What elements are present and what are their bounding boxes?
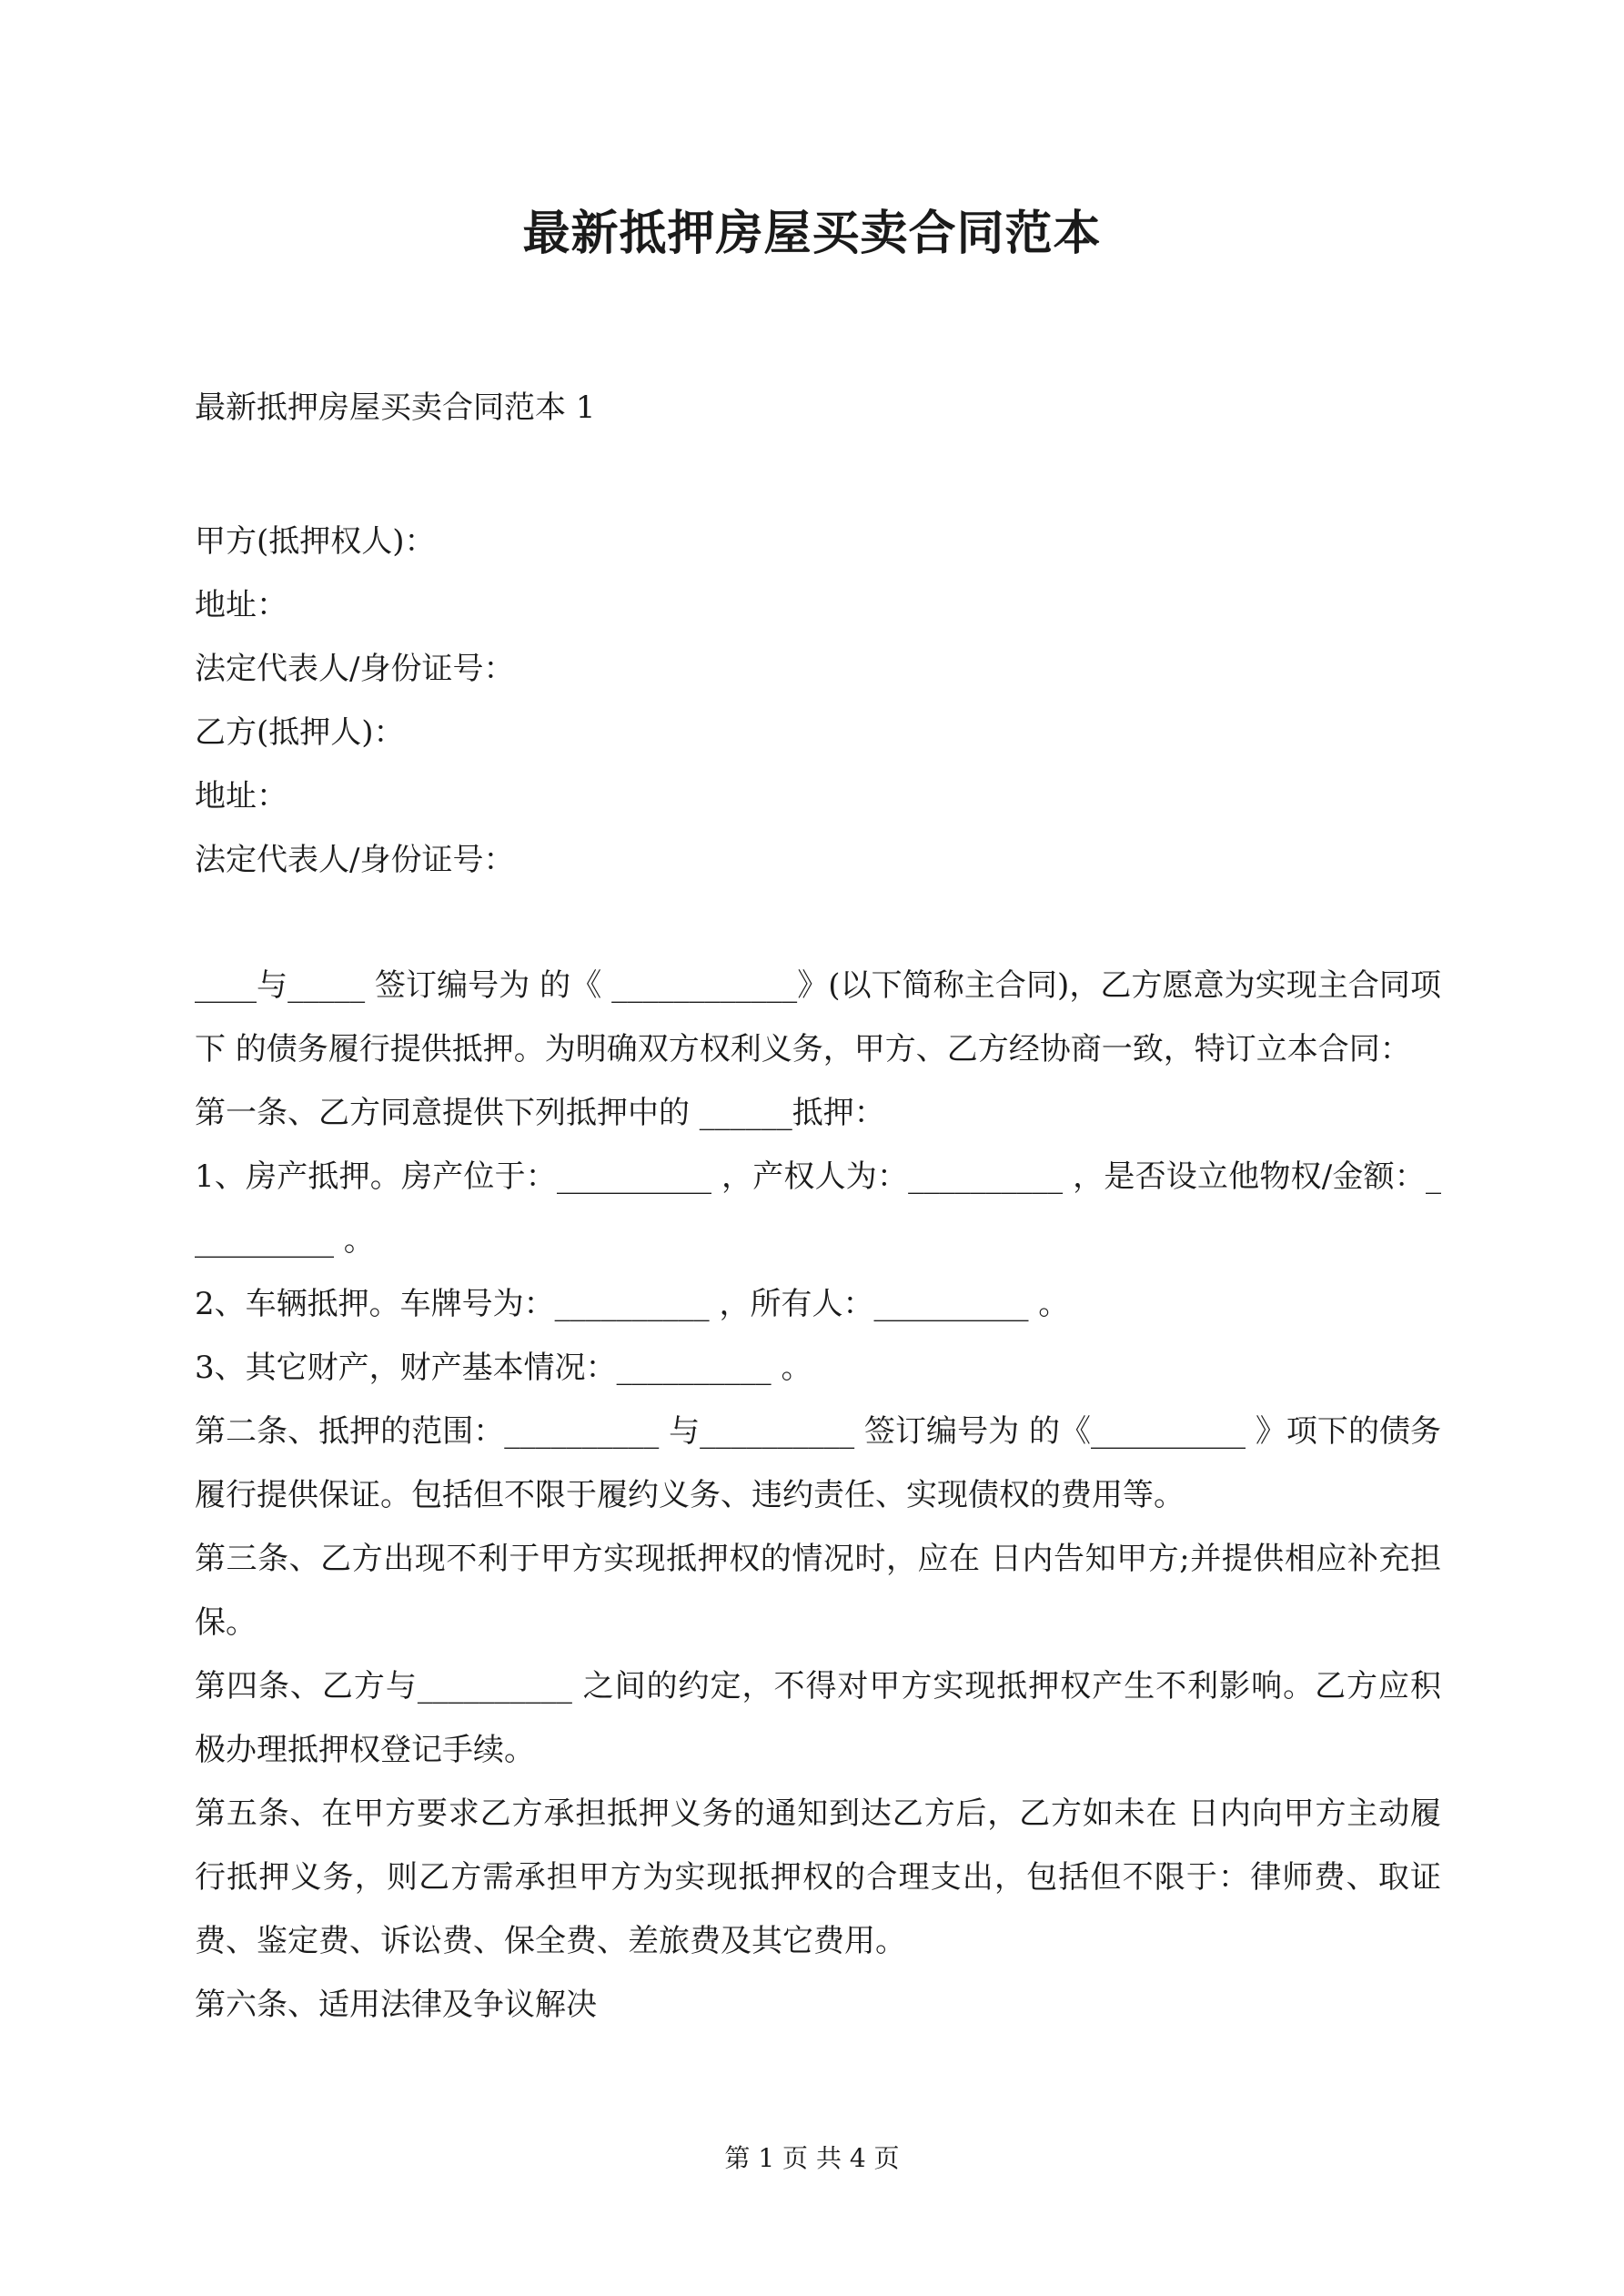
article-1-paragraph: 第一条、乙方同意提供下列抵押中的 ______抵押：: [195, 1095, 885, 1131]
party-a-address-label: 地址：: [195, 587, 287, 623]
party-b-representative-label: 法定代表人/身份证号：: [195, 842, 515, 878]
article-1-item-1-paragraph: 1、房产抵押。房产位于：__________ ，产权人为：__________ ，是否设立他物权/金额：__________ 。: [195, 1158, 1441, 1259]
article-1-item-2-paragraph: 2、车辆抵押。车牌号为：__________ ，所有人：__________ 。: [195, 1286, 1070, 1322]
document-title: 最新抵押房屋买卖合同范本: [522, 206, 1102, 261]
article-2-paragraph: 第二条、抵押的范围：__________ 与__________ 签订编号为 的《__________ 》项下的债务履行提供保证。包括但不限于履约义务、违约责任、实现债权的费用等。: [195, 1413, 1441, 1513]
party-info-block: [195, 510, 1441, 892]
party-b-address-label: 地址：: [195, 778, 287, 814]
article-6-paragraph: 第六条、适用法律及争议解决: [195, 1987, 597, 2023]
page-footer: 第 1 页 共 4 页: [724, 2143, 900, 2173]
party-a-label: 甲方(抵押权人)：: [195, 523, 436, 560]
article-1-item-3-paragraph: 3、其它财产，财产基本情况：__________ 。: [195, 1350, 812, 1386]
article-5-paragraph: 第五条、在甲方要求乙方承担抵押义务的通知到达乙方后，乙方如未在 日内向甲方主动履行抵押义务，则乙方需承担甲方为实现抵押权的合理支出，包括但不限于：律师费、取证费、鉴定费、诉讼费、保全费、差旅费及其它费用。: [195, 1795, 1441, 1959]
preamble-paragraph: ____与_____ 签订编号为 的《 ____________》(以下简称主合同)，乙方愿意为实现主合同项下 的债务履行提供抵押。为明确双方权利义务，甲方、乙方经协商一致，特订立本合同：: [195, 967, 1441, 1067]
party-b-label: 乙方(抵押人)：: [195, 714, 405, 751]
article-3-paragraph: 第三条、乙方出现不利于甲方实现抵押权的情况时，应在 日内告知甲方;并提供相应补充担保。: [195, 1541, 1441, 1641]
contract-body: [195, 954, 1441, 2037]
article-4-paragraph: 第四条、乙方与__________ 之间的约定，不得对甲方实现抵押权产生不利影响。乙方应积极办理抵押权登记手续。: [195, 1668, 1441, 1768]
document-subtitle: 最新抵押房屋买卖合同范本 1: [195, 389, 596, 426]
party-a-representative-label: 法定代表人/身份证号：: [195, 651, 515, 687]
